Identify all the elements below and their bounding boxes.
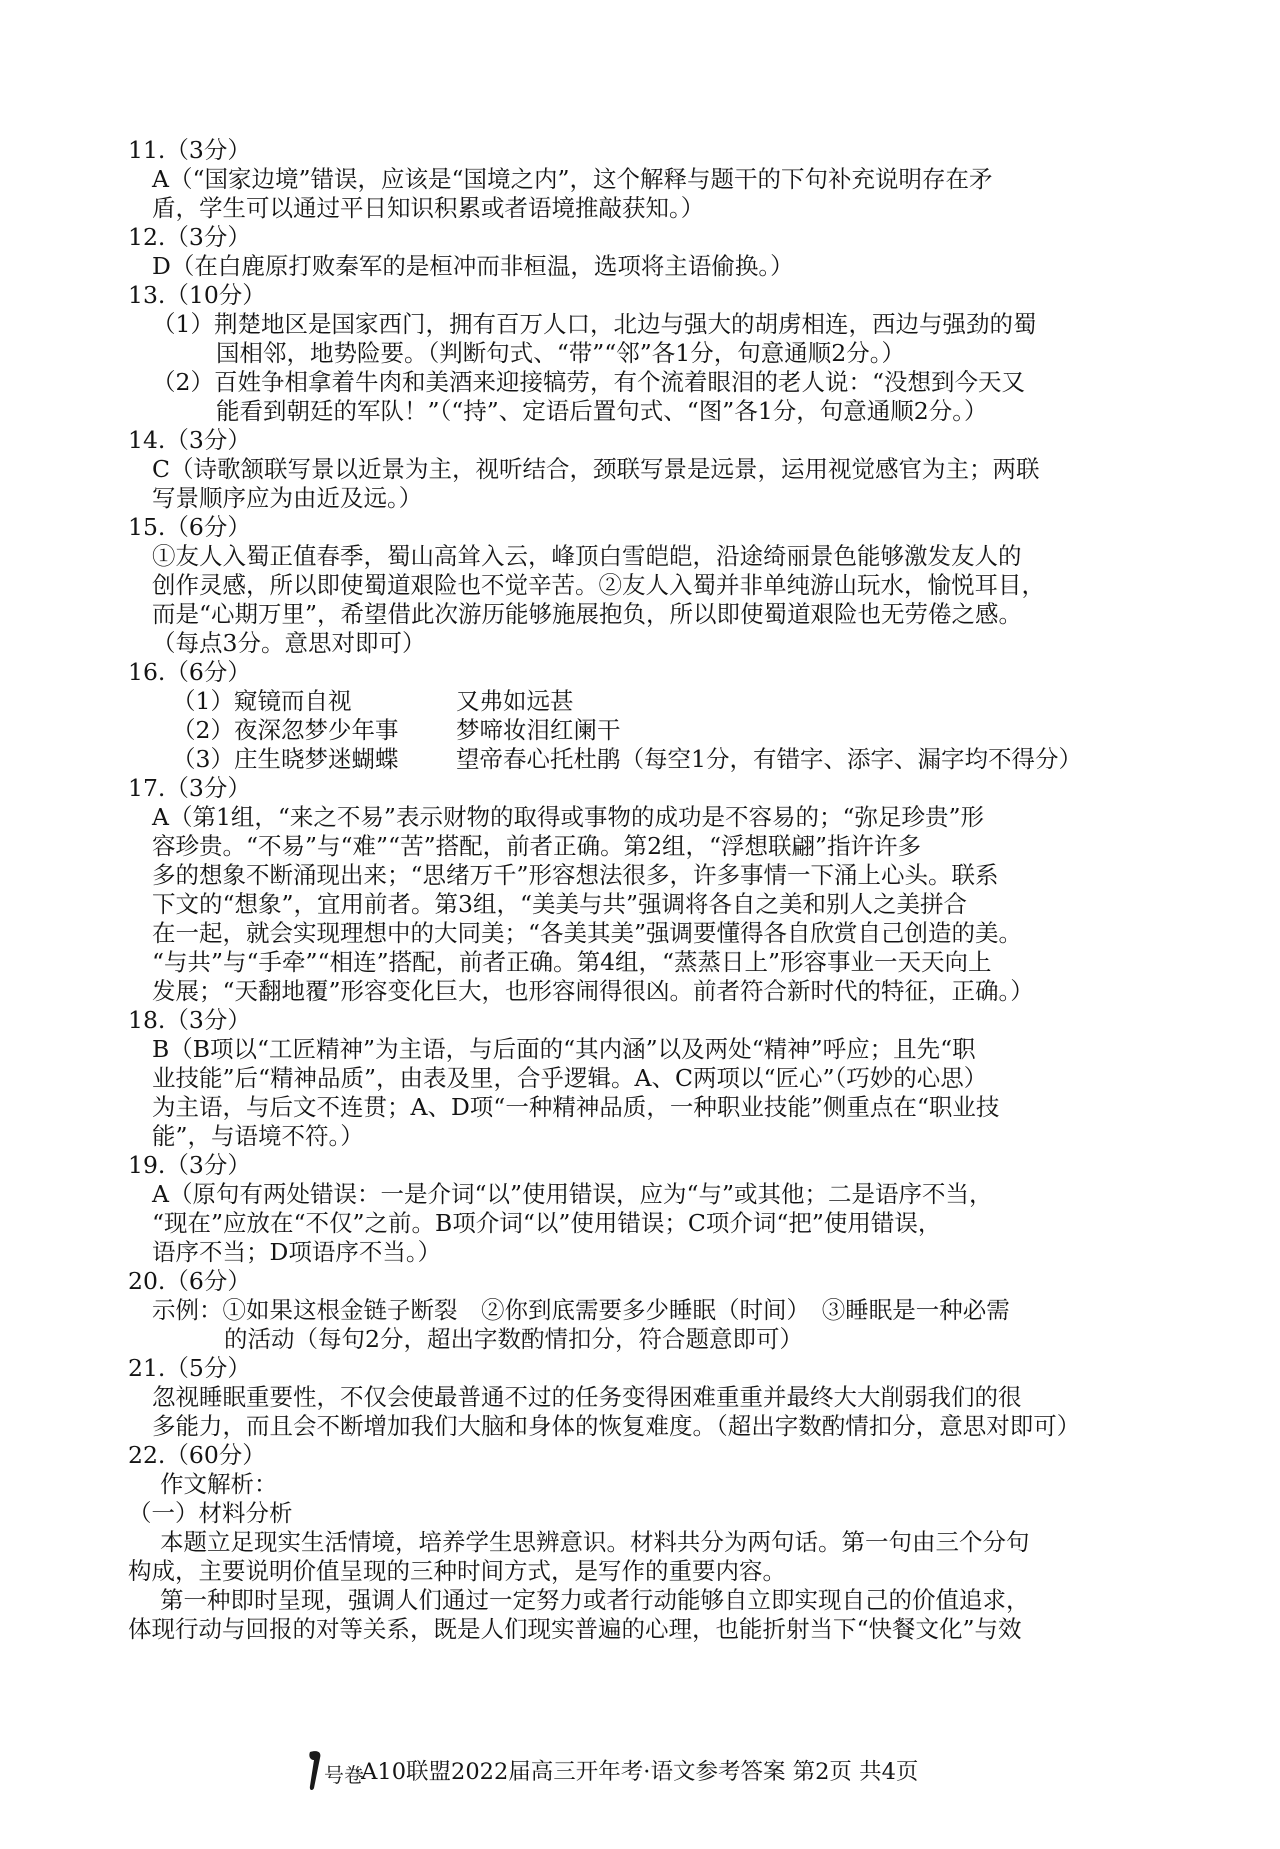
q18-line: 业技能”后“精神品质”，由表及里，合乎逻辑。A、C两项以“匠心”（巧妙的心思） <box>152 1064 988 1092</box>
q16-item-question: （1）窥镜而自视 <box>172 687 352 715</box>
q17-heading: 17.（3分） <box>128 774 251 802</box>
q18-line: 能”，与语境不符。） <box>152 1122 364 1150</box>
footer-text: ·A10联盟2022届高三开年考·语文参考答案 第2页 共4页 <box>354 1759 919 1785</box>
q17-line: 容珍贵。“不易”与“难”“苦”搭配，前者正确。第2组，“浮想联翩”指许许多 <box>152 832 922 860</box>
q17-line: A（第1组，“来之不易”表示财物的取得或事物的成功是不容易的；“弥足珍贵”形 <box>152 803 984 831</box>
q11-line: 盾，学生可以通过平日知识积累或者语境推敲获知。） <box>152 194 705 222</box>
q16-item-question: （3）庄生晓梦迷蝴蝶 <box>172 745 399 773</box>
q14-heading: 14.（3分） <box>128 426 251 454</box>
q16-row <box>128 687 1173 716</box>
q22-paragraph-line: 体现行动与回报的对等关系，既是人们现实普遍的心理，也能折射当下“快餐文化”与效 <box>128 1615 1022 1643</box>
q21-line: 忽视睡眠重要性，不仅会使最普通不过的任务变得困难重重并最终大大削弱我们的很 <box>152 1383 1022 1411</box>
q14-line: 写景顺序应为由近及远。） <box>152 484 423 512</box>
q17-line: 下文的“想象”，宜用前者。第3组，“美美与共”强调将各自之美和别人之美拼合 <box>152 890 968 918</box>
q17-line: 发展；“天翻地覆”形容变化巨大，也形容闹得很凶。前者符合新时代的特征，正确。） <box>152 977 1034 1005</box>
q16-row <box>128 745 1173 774</box>
q19-heading: 19.（3分） <box>128 1151 251 1179</box>
q15-line: （每点3分。意思对即可） <box>152 629 426 657</box>
q18-heading: 18.（3分） <box>128 1006 251 1034</box>
q16-item-answer: 又弗如远甚 <box>456 687 574 715</box>
q16-heading: 16.（6分） <box>128 658 251 686</box>
q20-line: 示例：①如果这根金链子断裂 ②你到底需要多少睡眠（时间） ③睡眠是一种必需 <box>152 1296 1010 1324</box>
q15-line: 而是“心期万里”，希望借此次游历能够施展抱负，所以即使蜀道艰险也无劳倦之感。 <box>152 600 1023 628</box>
q18-line: 为主语，与后文不连贯；A、D项“一种精神品质，一种职业技能”侧重点在“职业技 <box>152 1093 1000 1121</box>
q20-line: 的活动（每句2分，超出字数酌情扣分，符合题意即可） <box>224 1325 803 1353</box>
q20-heading: 20.（6分） <box>128 1267 251 1295</box>
q17-line: “与共”与“手牵”“相连”搭配，前者正确。第4组，“蒸蒸日上”形容事业一天天向上 <box>152 948 992 976</box>
q13-part1-line: （1）荆楚地区是国家西门，拥有百万人口，北边与强大的胡虏相连，西边与强劲的蜀 <box>152 310 1037 338</box>
q12-heading: 12.（3分） <box>128 223 251 251</box>
q22-subheading: 作文解析： <box>160 1470 278 1498</box>
page-footer <box>302 1748 918 1792</box>
q22-paragraph-line: 构成，主要说明价值呈现的三种时间方式，是写作的重要内容。 <box>128 1557 786 1585</box>
q19-line: A（原句有两处错误：一是介词“以”使用错误，应为“与”或其他；二是语序不当， <box>152 1180 993 1208</box>
q13-heading: 13.（10分） <box>128 281 266 309</box>
q17-line: 多的想象不断涌现出来；“思绪万千”形容想法很多，许多事情一下涌上心头。联系 <box>152 861 999 889</box>
q22-paragraph-line: 第一种即时呈现，强调人们通过一定努力或者行动能够自立即实现自己的价值追求， <box>160 1586 1030 1614</box>
q15-heading: 15.（6分） <box>128 513 251 541</box>
q15-line: ①友人入蜀正值春季，蜀山高耸入云，峰顶白雪皑皑，沿途绮丽景色能够激发友人的 <box>152 542 1022 570</box>
q13-part1-line: 国相邻，地势险要。（判断句式、“带”“邻”各1分，句意通顺2分。） <box>216 339 905 367</box>
q11-line: A（“国家边境”错误，应该是“国境之内”，这个解释与题干的下句补充说明存在矛 <box>152 165 993 193</box>
q19-line: “现在”应放在“不仅”之前。B项介词“以”使用错误；C项介词“把”使用错误， <box>152 1209 942 1237</box>
q11-heading: 11.（3分） <box>128 136 251 164</box>
answer-content <box>128 136 1173 1644</box>
brand-logo <box>302 1748 364 1792</box>
q12-line: D（在白鹿原打败秦军的是桓冲而非桓温，选项将主语偷换。） <box>152 252 794 280</box>
q22-section-title: （一）材料分析 <box>128 1499 293 1527</box>
q16-item-answer: 梦啼妆泪红阑干 <box>456 716 621 744</box>
q21-line: 多能力，而且会不断增加我们大脑和身体的恢复难度。（超出字数酌情扣分，意思对即可） <box>152 1412 1081 1440</box>
q16-item-answer: 望帝春心托杜鹃（每空1分，有错字、添字、漏字均不得分） <box>456 745 1082 773</box>
q18-line: B（B项以“工匠精神”为主语，与后面的“其内涵”以及两处“精神”呼应；且先“职 <box>152 1035 976 1063</box>
q22-paragraph-line: 本题立足现实生活情境，培养学生思辨意识。材料共分为两句话。第一句由三个分句 <box>160 1528 1030 1556</box>
q22-heading: 22.（60分） <box>128 1441 266 1469</box>
brand-logo-text: 号卷 <box>324 1763 364 1787</box>
q13-part2-line: （2）百姓争相拿着牛肉和美酒来迎接犒劳，有个流着眼泪的老人说：“没想到今天又 <box>152 368 1025 396</box>
q19-line: 语序不当；D项语序不当。） <box>152 1238 442 1266</box>
q14-line: C（诗歌颔联写景以近景为主，视听结合，颈联写景是远景，运用视觉感官为主；两联 <box>152 455 1040 483</box>
q16-item-question: （2）夜深忽梦少年事 <box>172 716 399 744</box>
q21-heading: 21.（5分） <box>128 1354 251 1382</box>
q17-line: 在一起，就会实现理想中的大同美；“各美其美”强调要懂得各自欣赏自己创造的美。 <box>152 919 1023 947</box>
q13-part2-line: 能看到朝廷的军队！”（“持”、定语后置句式、“图”各1分，句意通顺2分。） <box>216 397 988 425</box>
q15-line: 创作灵感，所以即使蜀道艰险也不觉辛苦。②友人入蜀并非单纯游山玩水，愉悦耳目， <box>152 571 1045 599</box>
q16-row <box>128 716 1173 745</box>
